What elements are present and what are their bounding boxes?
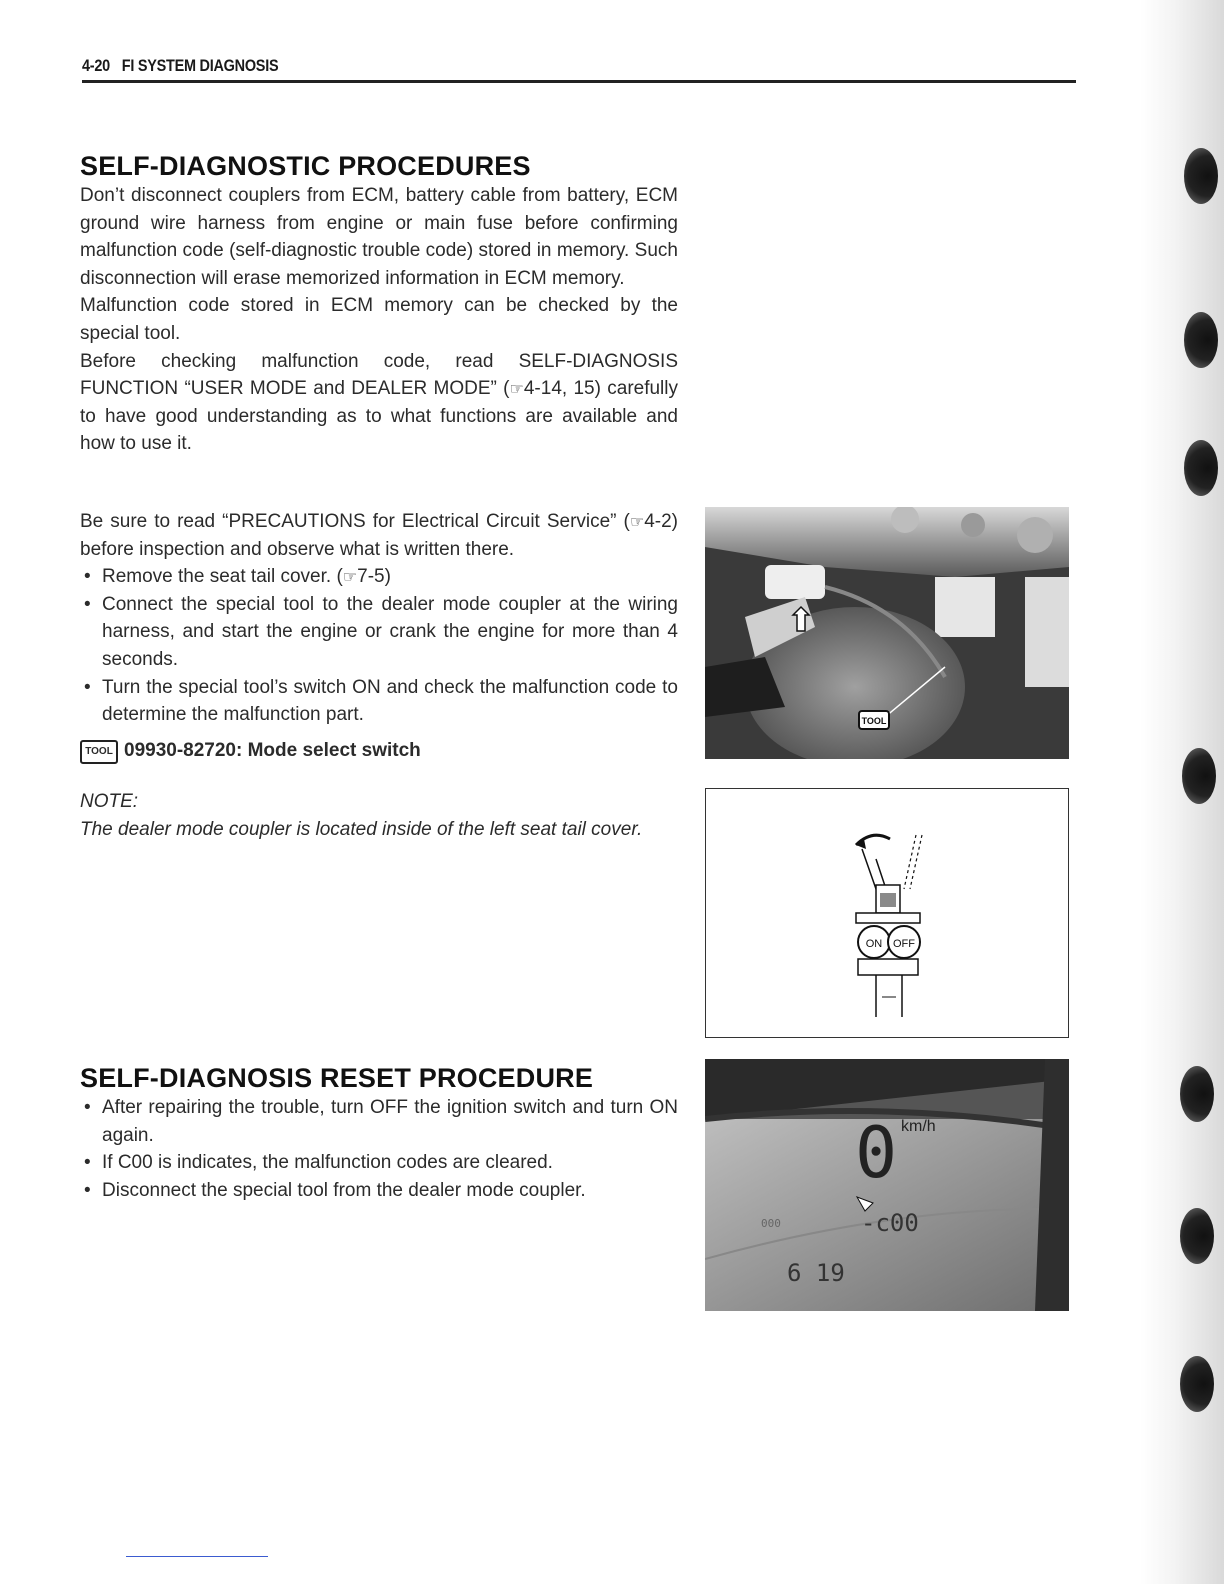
special-tool-line	[80, 737, 678, 765]
paragraph: Be sure to read “PRECAUTIONS for Electrical Circuit Service” (☞4-2) before inspection and observe what is written there.	[80, 511, 678, 560]
binding-hole	[1180, 1066, 1214, 1122]
switch-on-label: ON	[865, 938, 883, 950]
binding-hole	[1184, 148, 1218, 204]
meter-unit: km/h	[901, 1118, 936, 1135]
list-item: • Connect the special tool to the dealer mode coupler at the wiring harness, and start the engine or crank the engine for more than 4 seconds.	[80, 591, 678, 674]
list-item: • Turn the special tool’s switch ON and check the malfunction code to determine the malfunction part.	[80, 674, 678, 729]
note-block	[80, 788, 678, 843]
reference-pointer-icon: ☞	[629, 512, 645, 531]
list-item: • Remove the seat tail cover. (☞7-5)	[80, 563, 678, 591]
list-item: • After repairing the trouble, turn OFF the ignition switch and turn ON again.	[80, 1094, 678, 1149]
paragraph: Before checking malfunction code, read SELF-DIAGNOSIS FUNCTION “USER MODE and DEALER MODE” (☞4-14, 15) carefully to have good understanding as to what functions are available and how to use it.	[80, 350, 678, 455]
meter-photo	[705, 1059, 1069, 1311]
binding-hole	[1184, 440, 1218, 496]
reference-pointer-icon: ☞	[509, 379, 524, 399]
switch-off-label: OFF	[893, 938, 915, 950]
header-title	[82, 56, 927, 76]
reset-list	[80, 1094, 678, 1204]
reference-pointer-icon: ☞	[342, 567, 358, 587]
note-label: NOTE:	[80, 791, 139, 812]
page-number: 4-20	[82, 56, 110, 75]
binding-hole	[1182, 748, 1216, 804]
meter-code: -c00	[861, 1209, 919, 1237]
reset-section	[80, 1062, 678, 1204]
paragraph: Don’t disconnect couplers from ECM, battery cable from battery, ECM ground wire harness from engine or main fuse before confirming malfunction code (self-diagnostic trouble code) stored in memory. Such disconnection will erase memorized information in ECM memory.	[80, 185, 678, 289]
binding-hole	[1180, 1356, 1214, 1412]
section-name: FI SYSTEM DIAGNOSIS	[121, 56, 279, 75]
procedure-list	[80, 563, 678, 729]
list-item: • Disconnect the special tool from the dealer mode coupler.	[80, 1177, 678, 1205]
tool-text: 09930-82720: Mode select switch	[124, 739, 421, 761]
note-text: The dealer mode coupler is located inside of the left seat tail cover.	[80, 818, 643, 840]
page-header	[82, 56, 1076, 76]
coupler-photo	[705, 507, 1069, 759]
tool-icon: TOOL	[80, 740, 118, 764]
meter-big-digit: 0	[855, 1112, 898, 1194]
photo-tool-label: TOOL	[861, 716, 887, 726]
section-title: SELF-DIAGNOSTIC PROCEDURES	[80, 151, 531, 181]
procedure-block	[80, 508, 678, 764]
footer-line	[126, 1556, 268, 1557]
header-rule	[82, 80, 1076, 83]
self-diagnostic-section	[80, 150, 678, 458]
binding-hole	[1184, 312, 1218, 368]
binding-edge	[1140, 0, 1224, 1584]
binding-hole	[1180, 1208, 1214, 1264]
meter-odo: 6 19	[787, 1259, 845, 1287]
meter-small: 000	[761, 1217, 781, 1230]
list-item: • If C00 is indicates, the malfunction codes are cleared.	[80, 1149, 678, 1177]
paragraph: Malfunction code stored in ECM memory can be checked by the special tool.	[80, 295, 678, 344]
mode-switch-illustration	[705, 788, 1069, 1038]
section-title: SELF-DIAGNOSIS RESET PROCEDURE	[80, 1063, 594, 1093]
